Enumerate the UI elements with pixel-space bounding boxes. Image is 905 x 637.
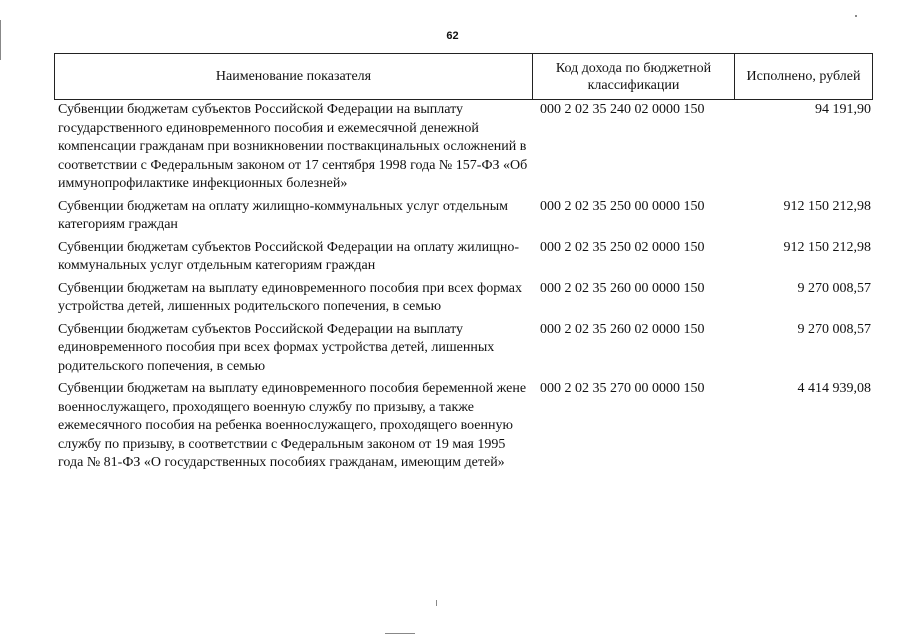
table-row [54, 198, 873, 235]
row-name: Субвенции бюджетам на выплату единовременного пособия беременной жене военнослужащего, проходящего военную службу по призыву, а также ежемесячного пособия на ребенка военнослужащего, проходящего военную службу по призыву, в соответствии с Федеральным законом от 19 мая 1995 года № 81-ФЗ «О государственных пособиях гражданам, имеющим детей» [58, 381, 527, 470]
row-executed: 9 270 008,57 [797, 280, 871, 296]
table-row [54, 280, 873, 317]
row-name: Субвенции бюджетам субъектов Российской Федерации на выплату единовременного пособия при всех формах устройства детей, лишенных родительского попечения, в семью [58, 321, 495, 374]
row-code: 000 2 02 35 260 00 0000 150 [540, 280, 705, 296]
table-row [54, 321, 873, 377]
scan-artifact [385, 633, 415, 634]
scan-artifact [0, 20, 1, 60]
header-executed: Исполнено, рублей [746, 69, 861, 84]
row-code: 000 2 02 35 260 02 0000 150 [540, 321, 705, 337]
row-code: 000 2 02 35 250 00 0000 150 [540, 198, 705, 214]
row-code: 000 2 02 35 240 02 0000 150 [540, 102, 705, 117]
row-executed: 912 150 212,98 [783, 198, 871, 214]
row-executed: 4 414 939,08 [797, 381, 871, 396]
scan-artifact [436, 600, 437, 606]
table-body [54, 101, 873, 477]
header-name: Наименование показателя [55, 54, 533, 99]
header-code: Код дохода по бюджетной классификации [533, 54, 735, 99]
page-number: 62 [446, 30, 459, 42]
table-row [54, 101, 873, 194]
row-executed: 94 191,90 [815, 102, 871, 117]
row-name: Субвенции бюджетам субъектов Российской Федерации на оплату жилищно-коммунальных услуг отдельным категориям граждан [58, 239, 520, 273]
row-name: Субвенции бюджетам на выплату единовременного пособия при всех формах устройства детей, лишенных родительского попечения, в семью [58, 280, 522, 314]
row-name: Субвенции бюджетам субъектов Российской Федерации на выплату государственного единовременного пособия и ежемесячной денежной компенсации гражданам при возникновении поствакцинальных осложнений в соответствии с Федеральным законом от 17 сентября 1998 года № 157-ФЗ «Об иммунопрофилактике инфекционных болезней» [58, 102, 528, 191]
row-code: 000 2 02 35 270 00 0000 150 [540, 381, 705, 396]
row-code: 000 2 02 35 250 02 0000 150 [540, 239, 705, 255]
table-row [54, 239, 873, 276]
table-row [54, 380, 873, 473]
table-header [54, 53, 873, 100]
scan-artifact [855, 15, 857, 17]
row-name: Субвенции бюджетам на оплату жилищно-коммунальных услуг отдельным категориям граждан [58, 198, 509, 232]
row-executed: 9 270 008,57 [797, 321, 871, 337]
row-executed: 912 150 212,98 [783, 239, 871, 255]
